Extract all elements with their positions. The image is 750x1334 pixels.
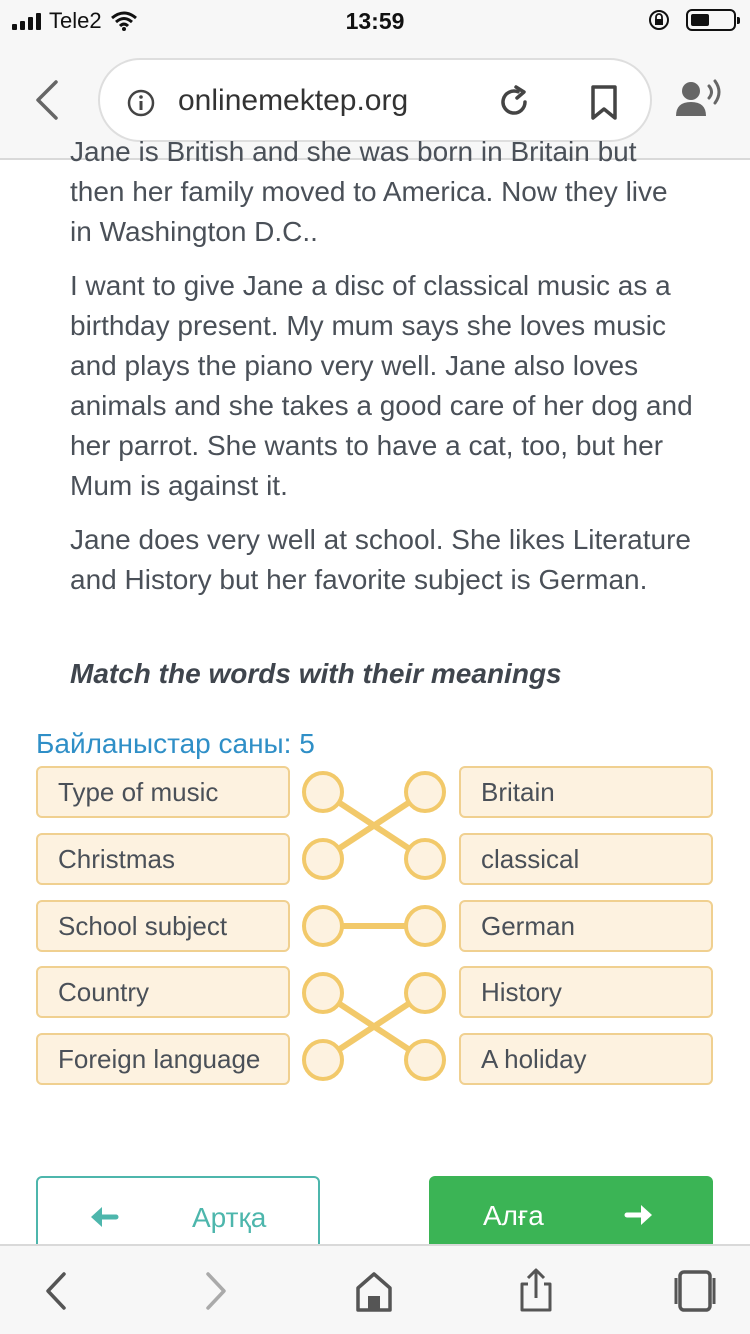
left-connector-dot[interactable]	[304, 907, 342, 945]
match-right-item[interactable]: classical	[459, 833, 713, 885]
info-icon[interactable]	[126, 88, 156, 118]
connections-counter: Байланыстар саны: 5	[36, 728, 315, 759]
match-right-item[interactable]: A holiday	[459, 1033, 713, 1085]
carrier-name: Tele2	[49, 8, 102, 33]
left-connector-dot[interactable]	[304, 840, 342, 878]
back-icon[interactable]	[28, 78, 68, 122]
match-left-item[interactable]: School subject	[36, 900, 290, 952]
match-right-item[interactable]: Britain	[459, 766, 713, 818]
match-left-item[interactable]: Foreign language	[36, 1033, 290, 1085]
right-connector-dot[interactable]	[406, 773, 444, 811]
reading-paragraph-2: I want to give Jane a disc of classical music as a birthday present. My mum says she loves music and plays the piano very well. Jane also loves animals and she takes a good care of her dog and her parrot. She wants to have a cat, too, but her Mum is against it.	[70, 270, 693, 501]
next-button-label: Алға	[483, 1200, 544, 1231]
forward-icon[interactable]	[200, 1268, 232, 1314]
bookmark-icon[interactable]	[588, 84, 620, 122]
battery-icon	[686, 9, 736, 31]
left-connector-dot[interactable]	[304, 1041, 342, 1079]
tabs-icon[interactable]	[674, 1268, 716, 1314]
page-content	[0, 136, 750, 1244]
arrow-right-icon	[625, 1202, 655, 1228]
home-icon[interactable]	[354, 1268, 394, 1314]
arrow-left-icon	[88, 1204, 118, 1230]
browser-toolbar	[0, 1244, 750, 1334]
left-connector-dot[interactable]	[304, 773, 342, 811]
speaker-icon[interactable]	[676, 80, 724, 120]
reading-paragraph-1: then her family moved to America. Now they live in Washington D.C..	[70, 176, 668, 247]
task-instruction: Match the words with their meanings	[70, 658, 562, 689]
reading-paragraph-3: Jane does very well at school. She likes Literature and History but her favorite subject is German.	[70, 524, 691, 595]
status-bar	[0, 0, 750, 40]
reload-icon[interactable]	[496, 84, 532, 120]
match-left-item[interactable]: Country	[36, 966, 290, 1018]
share-icon[interactable]	[516, 1268, 556, 1314]
right-connector-dot[interactable]	[406, 974, 444, 1012]
status-time: 13:59	[345, 8, 405, 34]
left-connector-dot[interactable]	[304, 974, 342, 1012]
url-text[interactable]: onlinemektep.org	[178, 84, 409, 117]
reading-text	[70, 132, 695, 614]
match-right-item[interactable]: History	[459, 966, 713, 1018]
right-connector-dot[interactable]	[406, 1041, 444, 1079]
connection-lines[interactable]	[296, 766, 452, 1092]
match-right-item[interactable]: German	[459, 900, 713, 952]
right-connector-dot[interactable]	[406, 840, 444, 878]
address-bar[interactable]	[98, 58, 652, 142]
reading-partial-line: Jane is British and she was born in Britain but	[70, 136, 637, 167]
match-left-item[interactable]: Christmas	[36, 833, 290, 885]
right-connector-dot[interactable]	[406, 907, 444, 945]
orientation-lock-icon	[648, 9, 670, 31]
match-left-item[interactable]: Type of music	[36, 766, 290, 818]
back-button-label: Артқа	[192, 1202, 267, 1233]
back-icon[interactable]	[40, 1268, 72, 1314]
